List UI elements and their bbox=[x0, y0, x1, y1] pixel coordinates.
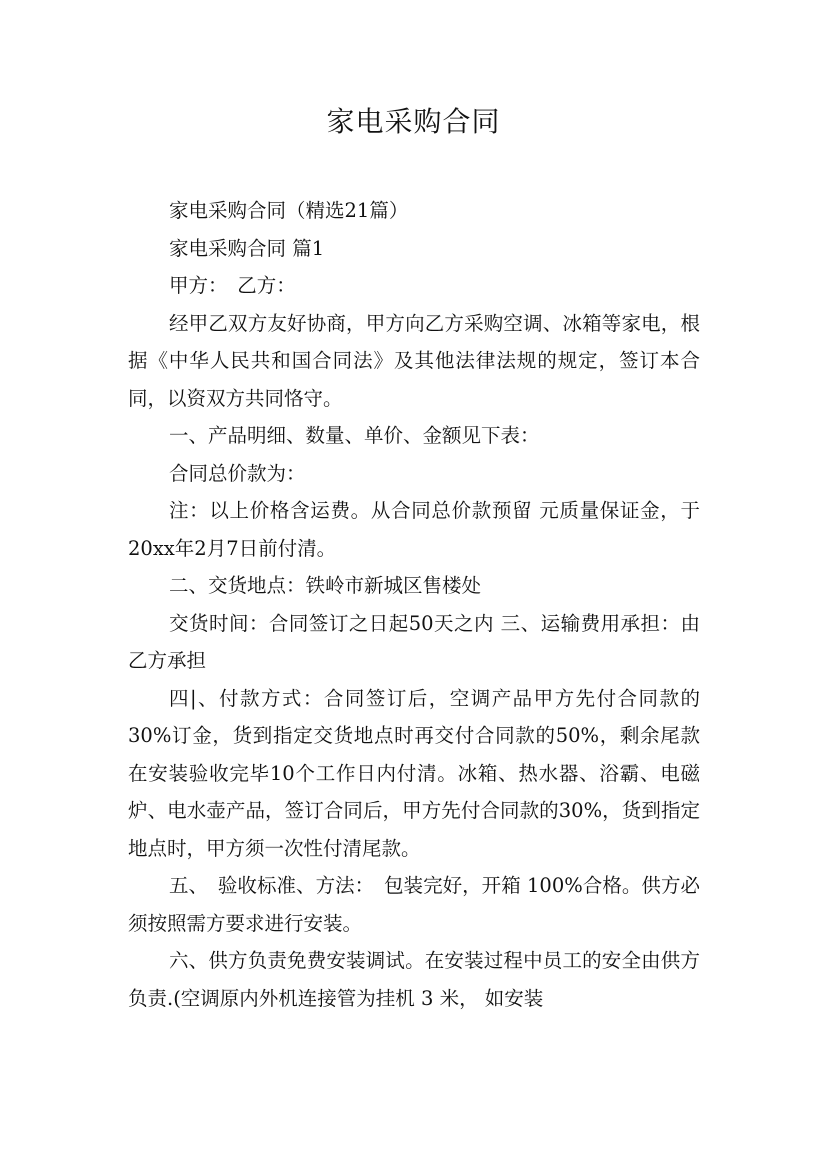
paragraph-clause-6: 六、供方负责免费安装调试。在安装过程中员工的安全由供方负责.(空调原内外机连接管为挂机 3 米， 如安装 bbox=[128, 949, 700, 1010]
paragraph-intro: 经甲乙双方友好协商，甲方向乙方采购空调、冰箱等家电，根据《中华人民共和国合同法》及其他法律法规的规定，签订本合同，以资双方共同恪守。 bbox=[128, 311, 700, 410]
paragraph-total-price: 合同总价款为： bbox=[169, 461, 306, 485]
paragraph-delivery-time: 交货时间：合同签订之日起50天之内 三、运输费用承担：由乙方承担 bbox=[128, 611, 700, 672]
document-body bbox=[128, 192, 700, 1017]
paragraph-clause-1: 一、产品明细、数量、单价、金额见下表： bbox=[169, 424, 540, 447]
paragraph-clause-4: 四|、付款方式：合同签订后，空调产品甲方先付合同款的30%订金，货到指定交货地点时再交付合同款的50%，剩余尾款在安装验收完毕10个工作日内付清。冰箱、热水器、浴霸、电磁炉、电水壶产品，签订合同后，甲方先付合同款的30%，货到指定地点时，甲方须一次性付清尾款。 bbox=[128, 686, 700, 860]
paragraph-parties: 甲方： 乙方： bbox=[169, 274, 296, 297]
paragraph-note: 注：以上价格含运费。从合同总价款预留 元质量保证金，于20xx年2月7日前付清。 bbox=[128, 499, 700, 560]
document-title: 家电采购合同 bbox=[326, 105, 501, 138]
paragraph-subtitle: 家电采购合同（精选21篇） bbox=[169, 199, 409, 222]
paragraph-clause-5: 五、 验收标准、方法： 包装完好，开箱 100%合格。供方必须按照需方要求进行安装。 bbox=[128, 874, 700, 935]
paragraph-section-heading: 家电采购合同 篇1 bbox=[169, 236, 325, 260]
paragraph-clause-2: 二、交货地点：铁岭市新城区售楼处 bbox=[169, 574, 482, 597]
